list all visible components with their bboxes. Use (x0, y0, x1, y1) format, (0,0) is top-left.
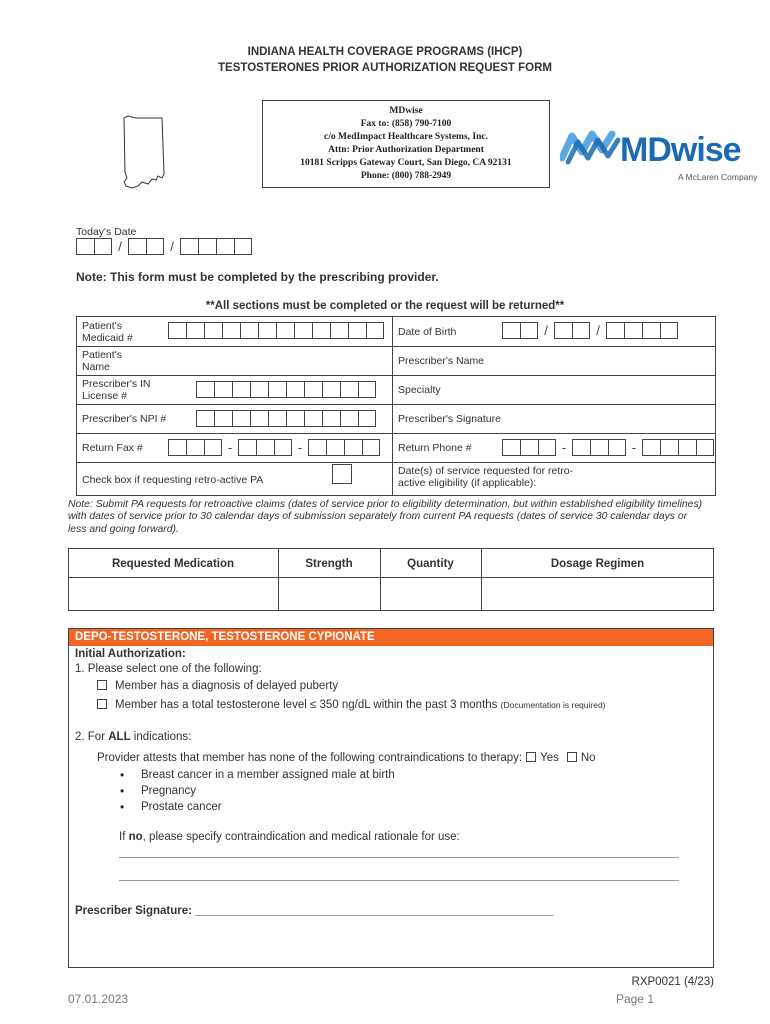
form-title-line2: TESTOSTERONES PRIOR AUTHORIZATION REQUEST FORM (218, 62, 552, 74)
med-header-medication: Requested Medication (111, 558, 235, 570)
retro-dates-label: Date(s) of service requested for retro-active eligibility (if applicable): (398, 465, 574, 489)
q1-label: 1. Please select one of the following: (75, 663, 262, 675)
med-header-dosage: Dosage Regimen (550, 558, 645, 570)
dob-input[interactable]: / / (502, 322, 678, 339)
todays-date-input[interactable]: / / (76, 238, 252, 255)
contact-name: MDwise (389, 106, 423, 116)
signature-label: Prescriber's Signature (398, 413, 501, 425)
todays-date-label: Today's Date (76, 226, 137, 238)
rationale-line-2[interactable] (119, 880, 679, 881)
contact-info-box (262, 100, 550, 188)
rationale-line-1[interactable] (119, 857, 679, 858)
return-phone-input[interactable]: - - (502, 439, 714, 456)
footer-form-code: RXP0021 (4/23) (631, 976, 714, 988)
no-checkbox[interactable] (567, 752, 577, 762)
initial-auth-label: Initial Authorization: (75, 648, 186, 660)
bullet-icon: • (120, 784, 125, 798)
in-license-input[interactable] (196, 381, 376, 398)
retro-check-label: Check box if requesting retro-active PA (82, 474, 264, 486)
mdwise-logo-icon (560, 128, 622, 166)
prescriber-name-input[interactable] (500, 349, 712, 373)
footer-date: 07.01.2023 (68, 992, 129, 1006)
retro-dates-input[interactable] (590, 465, 712, 493)
return-fax-label: Return Fax # (82, 442, 143, 454)
q1-option-1[interactable]: Member has a diagnosis of delayed puberty (97, 680, 338, 692)
return-fax-input[interactable]: - - (168, 439, 380, 456)
npi-label: Prescriber's NPI # (82, 413, 167, 425)
contact-phone: Phone: (800) 788-2949 (360, 171, 452, 181)
specialty-label: Specialty (398, 384, 441, 396)
signature-input[interactable] (516, 407, 712, 431)
section-header: DEPO-TESTOSTERONE, TESTOSTERONE CYPIONATE (69, 629, 713, 646)
contact-attn: Attn: Prior Authorization Department (328, 145, 484, 155)
quantity-input[interactable] (382, 579, 479, 609)
q2-label: 2. For ALL indications: (75, 731, 192, 743)
bullet-icon: • (120, 768, 125, 782)
checkbox-icon[interactable] (97, 680, 107, 690)
prescriber-signature-line[interactable]: Prescriber Signature: ________________________________________________________ (75, 905, 554, 917)
prescriber-name-label: Prescriber's Name (398, 355, 485, 367)
contact-address: 10181 Scripps Gateway Court, San Diego, CA 92131 (300, 158, 512, 168)
bullet-item: Pregnancy (141, 785, 196, 797)
dosage-input[interactable] (483, 579, 712, 609)
yes-checkbox[interactable] (526, 752, 536, 762)
medicaid-input[interactable] (168, 322, 384, 339)
indiana-map-icon (118, 112, 174, 192)
form-title-line1: INDIANA HEALTH COVERAGE PROGRAMS (IHCP) (247, 46, 523, 58)
logo-text: MDwise (620, 131, 741, 169)
npi-input[interactable] (196, 410, 376, 427)
return-phone-label: Return Phone # (398, 442, 472, 454)
retro-note: Note: Submit PA requests for retroactive claims (dates of service prior to eligibility determination, but within established eligibility timelines) with dates of service prior to 30 calendar days of submission separately from current PA requests (dates of service 30 calendar days or less and going forward). (68, 499, 703, 535)
strength-input[interactable] (280, 579, 378, 609)
logo-tagline: A McLaren Company (678, 172, 758, 182)
med-header-strength: Strength (305, 558, 353, 570)
criteria-section (68, 628, 714, 968)
contact-care-of: c/o MedImpact Healthcare Systems, Inc. (324, 132, 488, 142)
if-no-label: If no, please specify contraindication and medical rationale for use: (119, 831, 460, 843)
attest-line: Provider attests that member has none of the following contraindications to therapy: Yes No (97, 752, 596, 764)
retro-checkbox[interactable] (332, 464, 352, 484)
bullet-icon: • (120, 800, 125, 814)
q1-option-2[interactable]: Member has a total testosterone level ≤ 350 ng/dL within the past 3 months (Documentation is required) (97, 699, 606, 711)
specialty-input[interactable] (460, 378, 712, 402)
patient-name-label: Patient's Name (82, 349, 122, 373)
patient-name-input[interactable] (168, 349, 388, 373)
checkbox-icon[interactable] (97, 699, 107, 709)
med-header-quantity: Quantity (407, 558, 454, 570)
bullet-item: Breast cancer in a member assigned male at birth (141, 769, 395, 781)
footer-page: Page 1 (615, 992, 654, 1006)
sections-note: **All sections must be completed or the request will be returned** (205, 300, 565, 312)
medicaid-label: Patient's Medicaid # (82, 320, 133, 344)
contact-fax: Fax to: (858) 790-7100 (360, 119, 452, 129)
dob-label: Date of Birth (398, 326, 457, 338)
provider-note: Note: This form must be completed by the prescribing provider. (76, 270, 439, 284)
bullet-item: Prostate cancer (141, 801, 222, 813)
medication-input[interactable] (70, 579, 276, 609)
in-license-label: Prescriber's IN License # (82, 378, 151, 402)
